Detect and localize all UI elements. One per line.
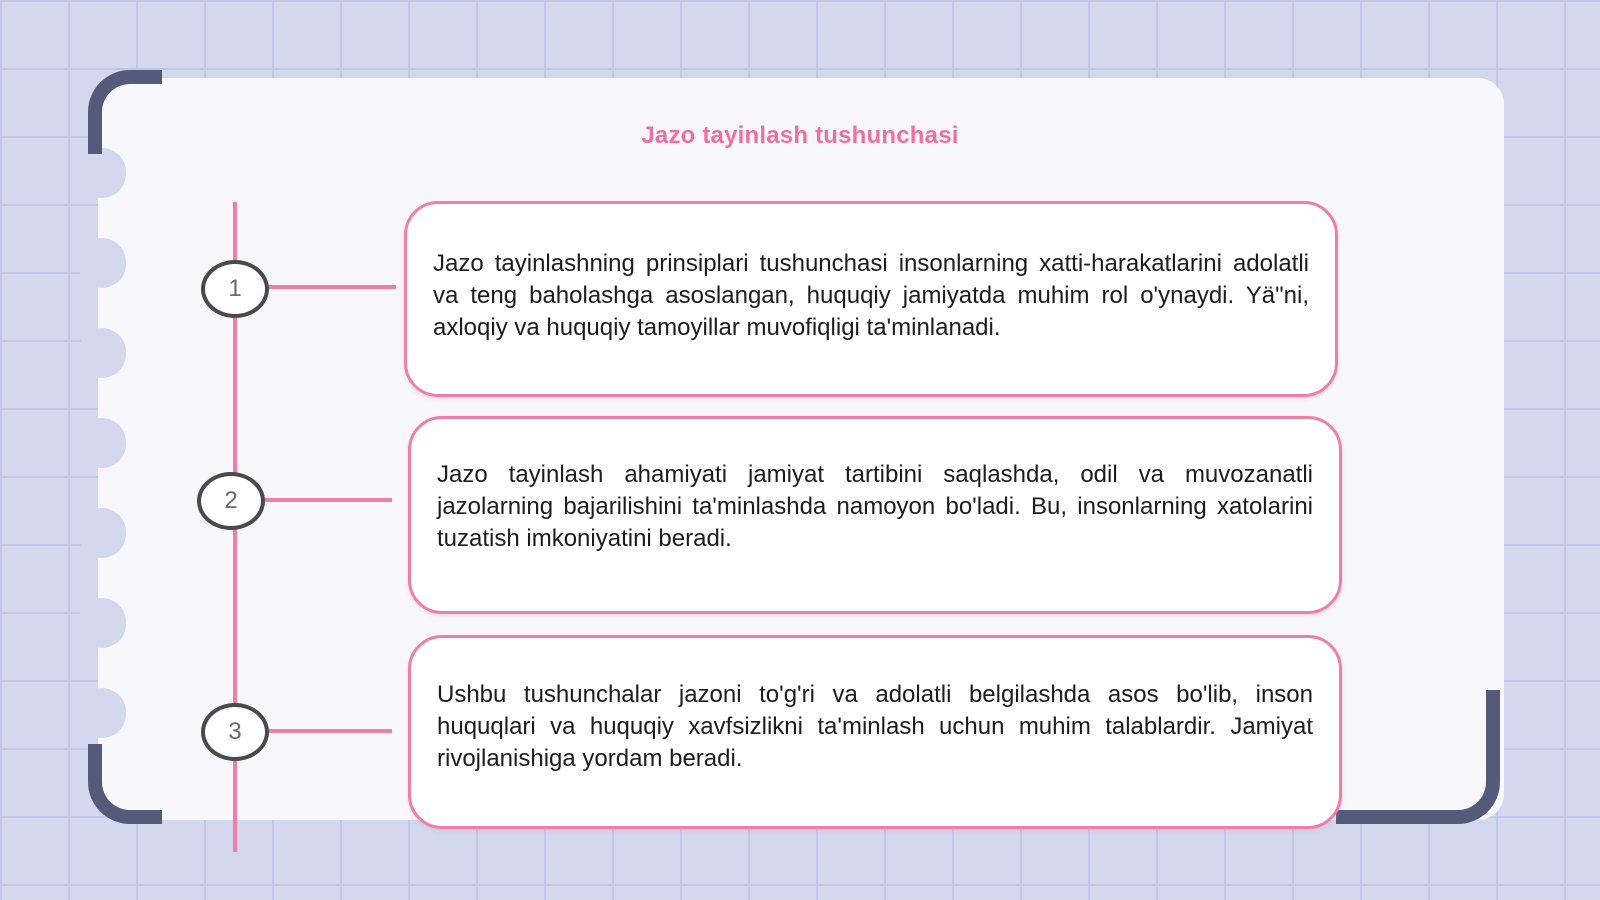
card-notch (78, 148, 126, 198)
content-box-1 (404, 201, 1338, 397)
slide-title: Jazo tayinlash tushunchasi (641, 122, 959, 149)
content-box-2 (408, 416, 1342, 614)
frame-corner-top-left (88, 70, 162, 154)
connector-line-3 (266, 729, 392, 733)
content-text-2: Jazo tayinlash ahamiyati jamiyat tartibini saqlashda, odil va muvozanatli jazolarning bajarilishini ta'minlashda namoyon bo'ladi. Bu, insonlarning xatolarini tuzatish imkoniyatini beradi. (437, 461, 1313, 552)
card-notch (78, 418, 126, 468)
content-text-3: Ushbu tushunchalar jazoni to'g'ri va adolatli belgilashda asos bo'lib, inson huquqlari va huquqiy xavfsizlikni ta'minlash uchun muhim talablardir. Jamiyat rivojlanishiga yordam beradi. (437, 681, 1313, 772)
frame-corner-bottom-right (1336, 690, 1500, 824)
step-number-2: 2 (197, 472, 265, 530)
content-box-3 (408, 635, 1342, 829)
frame-corner-bottom-left (88, 744, 162, 824)
card-notch (78, 688, 126, 738)
step-number-3: 3 (201, 703, 269, 761)
card-notch (78, 598, 126, 648)
connector-line-1 (266, 285, 396, 289)
step-number-1: 1 (201, 260, 269, 318)
content-text-1: Jazo tayinlashning prinsiplari tushunchasi insonlarning xatti-harakatlarini adolatli va teng baholashga asoslangan, huquqiy jamiyatda muhim rol o'ynaydi. Yä"ni, axloqiy va huquqiy tamoyillar muvofiqligi ta'minlanadi. (433, 250, 1309, 341)
card-notch (78, 238, 126, 288)
connector-line-2 (262, 498, 392, 502)
card-notch (78, 508, 126, 558)
card-notch (78, 328, 126, 378)
